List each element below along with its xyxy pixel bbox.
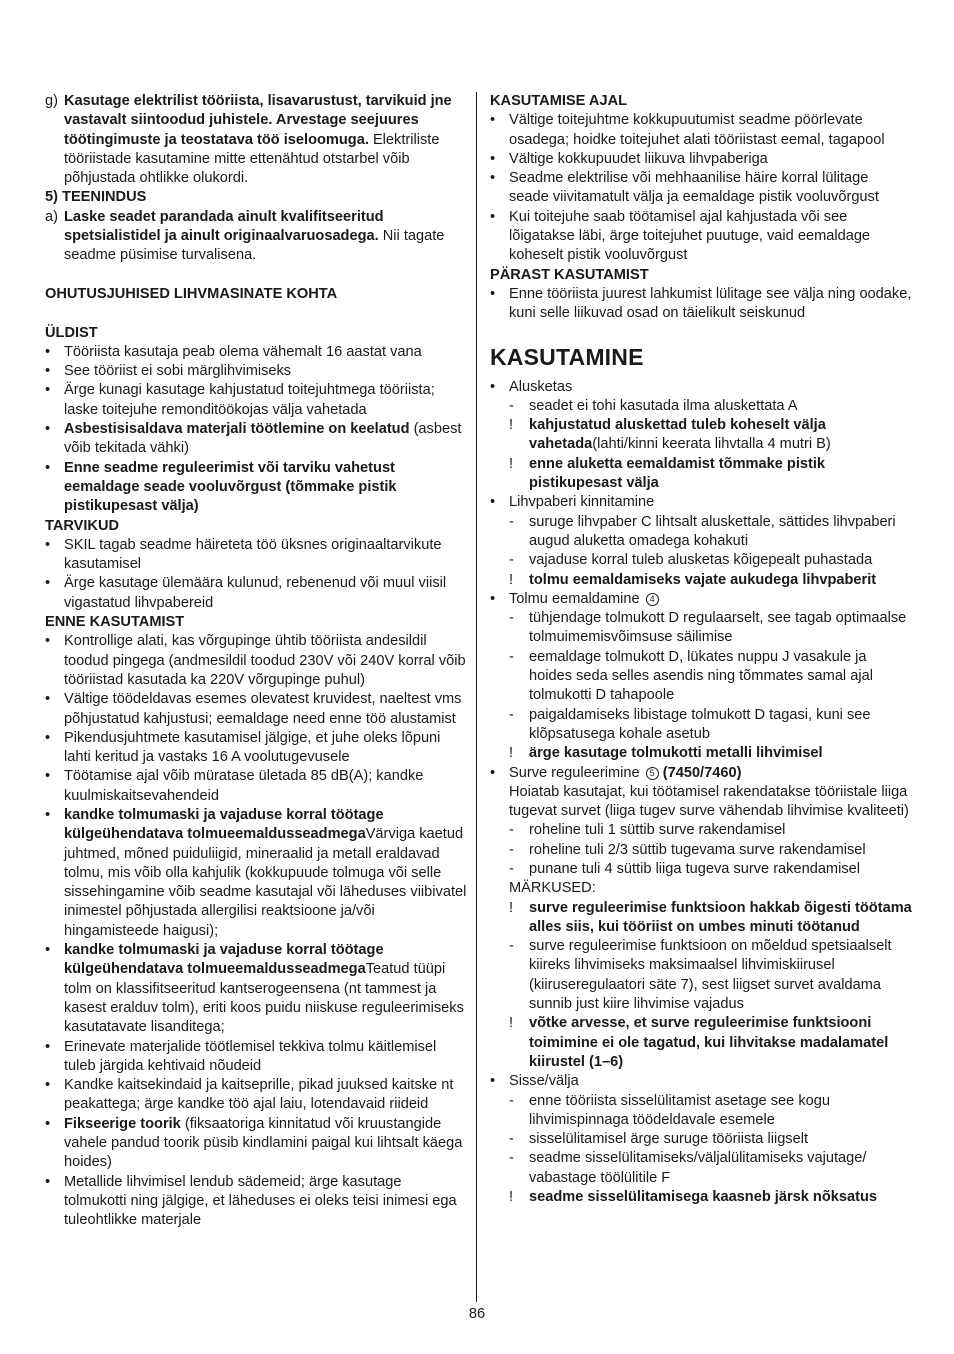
list-item [490, 150, 912, 169]
list-item [45, 381, 467, 420]
item-marker: g) [45, 93, 58, 109]
list-item-plain: (asbest võib tekitada vähki) [64, 421, 462, 457]
sub-item [509, 551, 912, 570]
list-item-text [64, 690, 467, 729]
item-tolmu: Tolmu eemaldamine [509, 590, 640, 607]
sub-item-bold: surve reguleerimise funktsioon hakkab õigesti töötama alles siis, kui tööriist on umbes minuti töötanud [529, 899, 912, 935]
sub-item-text [529, 1149, 912, 1188]
sub-item [509, 706, 912, 745]
sub-item-text [529, 860, 912, 879]
page-title: KASUTAMINE [490, 343, 644, 370]
list-item [490, 764, 912, 822]
list-item [45, 574, 467, 613]
sub-item-text [529, 841, 912, 860]
warning-item [509, 455, 912, 494]
bullet: • [490, 590, 496, 607]
list-item-plain: See tööriist ei sobi märglihvimiseks [64, 363, 292, 380]
list-item-plain: Töötamise ajal võib müratase ületada 85 dB(A); kandke kuulmiskaitsevahendeid [64, 768, 424, 804]
bullet: • [45, 536, 51, 553]
sub-item [509, 648, 912, 706]
list-item-text [64, 420, 467, 459]
list-item-plain: Metallide lihvimisel lendub sädemeid; ärge kasutage tolmukotti ning jälgige, et läheduses ei oleks teisi inimesi ega tuleohtlikke materjale [64, 1173, 457, 1229]
list-item [45, 343, 467, 362]
sub-item-text [529, 744, 912, 763]
sub-item [509, 397, 912, 416]
list-item-text [64, 729, 467, 768]
list-item-text [64, 1173, 467, 1231]
sub-item-plain: punane tuli 4 süttib liiga tugeva surve rakendamisel [529, 860, 860, 877]
bullet: • [45, 1173, 51, 1190]
bullet: • [45, 382, 51, 399]
bullet: • [490, 764, 496, 781]
warning-item [509, 571, 912, 590]
lihvpaber-sublist [490, 513, 912, 590]
warning-item [509, 416, 912, 455]
sub-item [509, 821, 912, 840]
bullet: • [45, 421, 51, 438]
list-item-text [64, 362, 467, 381]
tolmu-sublist [490, 609, 912, 763]
bullet: • [45, 1115, 51, 1132]
bullet: • [490, 285, 496, 302]
surve-description: Hoiatab kasutajat, kui töötamisel rakendatakse tööriistale liiga tugevat survet (liiga tugev surve vähendab lihvimise kvaliteeti) [509, 783, 909, 820]
dash-marker: - [509, 860, 514, 877]
item-g [45, 92, 467, 188]
sub-item-text [529, 551, 912, 570]
sub-item-text [529, 648, 912, 706]
sub-item-text [529, 899, 912, 938]
dash-marker: - [509, 513, 514, 530]
list-item-plain: (fiksaatoriga kinnitatud või kruustangide vahele pandud toorik püsib kindlamini paigal kui lihtsalt käega hoides) [64, 1115, 463, 1171]
markused-sublist [490, 899, 912, 1073]
bullet: • [45, 729, 51, 746]
figure-number-icon: 5 [646, 767, 659, 780]
list-item [45, 1115, 467, 1173]
markused-label: MÄRKUSED: [509, 880, 596, 897]
warning-marker: ! [509, 899, 514, 916]
bullet: • [45, 363, 51, 380]
list-item [490, 111, 912, 150]
sub-item-text [529, 513, 912, 552]
sub-item [509, 513, 912, 552]
sub-item-text [529, 609, 912, 648]
section-heading-uldist: ÜLDIST [45, 324, 98, 341]
list-item [45, 941, 467, 1037]
right-column [490, 92, 912, 1207]
list-item-text: Enne tööriista juurest lahkumist lülitage see välja ning oodake, kuni selle liikuvad osad on täielikult seiskunud [509, 285, 912, 322]
list-item-plain: Pikendusjuhtmete kasutamisel jälgige, et juhe oleks lõpuni lahti keritud ja vastaks 16 A voolutugevusele [64, 729, 441, 766]
sub-item-plain: roheline tuli 2/3 süttib tugevama surve rakendamisel [529, 841, 866, 858]
dash-marker: - [509, 1150, 514, 1167]
section-heading-parast: PÄRAST KASUTAMIST [490, 266, 649, 283]
sub-item [509, 1149, 912, 1188]
sub-item-text [529, 706, 912, 745]
warning-item [509, 899, 912, 938]
tarvikud-list [45, 536, 467, 613]
dash-marker: - [509, 841, 514, 858]
sub-item-plain: seadet ei tohi kasutada ilma aluskettata A [529, 397, 798, 414]
list-item [45, 536, 467, 575]
list-item-text [64, 1115, 467, 1173]
list-item [490, 378, 912, 397]
warning-marker: ! [509, 417, 514, 434]
list-item [45, 362, 467, 381]
bullet: • [490, 494, 496, 511]
section-heading-teenindus: 5) TEENINDUS [45, 189, 147, 206]
sub-item-plain: tühjendage tolmukott D regulaarselt, see tagab optimaalse tolmuimemisvõimsuse säilimise [529, 610, 907, 646]
list-item-text: Seadme elektrilise või mehhaanilise häire korral lülitage seade viivitamatult välja ja eemaldage pistik vooluvõrgust [509, 170, 879, 206]
bullet: • [490, 170, 496, 187]
sub-item-bold: kahjustatud aluskettad tuleb koheselt välja vahetada [529, 417, 826, 453]
sub-item-plain: (lahti/kinni keerata lihvtalla 4 mutri B) [592, 436, 831, 453]
list-item [45, 1076, 467, 1115]
list-item [45, 1038, 467, 1077]
list-item-text [64, 767, 467, 806]
item-marker: a) [45, 208, 58, 225]
sub-item-bold: võtke arvesse, et surve reguleerimise funktsiooni toimimine ei ole tagatud, kui lihvitakse madalamatel kiirustel (1–6) [529, 1015, 889, 1070]
section-heading-ohutus: OHUTUSJUHISED LIHVMASINATE KOHTA [45, 285, 338, 302]
bullet: • [490, 150, 496, 167]
list-item-text [64, 1076, 467, 1115]
item-surve: Surve reguleerimine [509, 764, 640, 781]
list-item [490, 590, 912, 609]
list-item-text: Kui toitejuhe saab töötamisel ajal kahjustada või see lõigatakse läbi, ärge toitejuhet puutuge, vaid eemaldage koheselt pistik vooluvõrgust [509, 208, 871, 264]
dash-marker: - [509, 648, 514, 665]
list-item-bold: Enne seadme reguleerimist või tarviku vahetust eemaldage seade vooluvõrgust (tõmmake pistik pistikupesast välja) [64, 459, 397, 515]
sisse-sublist [490, 1092, 912, 1208]
enne-list [45, 632, 467, 1230]
dash-marker: - [509, 822, 514, 839]
list-item-text [64, 459, 467, 517]
list-item [45, 420, 467, 459]
uldist-list [45, 343, 467, 517]
bullet: • [45, 806, 51, 823]
dash-marker: - [509, 610, 514, 627]
sub-item-text [529, 1014, 912, 1072]
sub-item-plain: sisselülitamisel ärge suruge tööriista liigselt [529, 1131, 809, 1148]
sub-item-plain: seadme sisselülitamiseks/väljalülitamiseks vajutage/ vabastage töölülitile F [529, 1150, 867, 1186]
sub-item-plain: roheline tuli 1 süttib surve rakendamisel [529, 822, 786, 839]
list-item-plain: Kandke kaitsekindaid ja kaitseprille, pikad juuksed kaitske nt peakattega; ärge kandke töö ajal laiu, lotendavaid riideid [64, 1077, 454, 1113]
list-item [490, 208, 912, 266]
bullet: • [45, 343, 51, 360]
list-item-text [64, 806, 467, 941]
sub-item-text [529, 571, 912, 590]
page-number: 86 [468, 1306, 486, 1322]
sub-item-bold: tolmu eemaldamiseks vajate aukudega lihvpaberit [529, 571, 877, 588]
bullet: • [490, 1073, 496, 1090]
list-item-plain: Kontrollige alati, kas võrgupinge ühtib tööriista andesildil toodud pingega (andmesildil toodud 230V või 240V korral võib tööriistad kasutada ka 220V võrgupinge puhul) [64, 633, 466, 688]
list-item [45, 767, 467, 806]
list-item-text [64, 381, 467, 420]
item-lihvpaber: Lihvpaberi kinnitamine [509, 494, 655, 511]
warning-marker: ! [509, 1015, 514, 1032]
warning-marker: ! [509, 745, 514, 762]
list-item-plain: Ärge kunagi kasutage kahjustatud toitejuhtmega tööriista; laske toitejuhe remonditöökojas välja vahetada [64, 382, 435, 418]
bullet: • [45, 459, 51, 476]
bullet: • [490, 112, 496, 129]
list-item-text [64, 343, 467, 362]
section-heading-ajal: KASUTAMISE AJAL [490, 93, 628, 109]
list-item-plain: Erinevate materjalide töötlemisel tekkiva tolmu käitlemisel tuleb järgida kehtivaid nõudeid [64, 1038, 437, 1074]
sub-item-plain: surve reguleerimise funktsioon on mõeldud spetsiaalselt kiireks lihvimiseks maksimaalsel lihvimiskiirusel (kiiruseregulaatori säte 7), sest liigset survet avaldama sunnib just kiire lihvimise vajadus [529, 938, 892, 1013]
surve-sublist [490, 821, 912, 879]
list-item [45, 806, 467, 941]
figure-number-icon: 4 [646, 593, 659, 606]
column-divider [476, 92, 477, 1302]
sub-item [509, 841, 912, 860]
list-item-plain: Tööriista kasutaja peab olema vähemalt 16 aastat vana [64, 343, 422, 360]
sub-item [509, 860, 912, 879]
list-item [45, 690, 467, 729]
dash-marker: - [509, 706, 514, 723]
left-column [45, 92, 467, 1231]
surve-models: (7450/7460) [662, 764, 742, 781]
sub-item-text [529, 397, 912, 416]
sub-item [509, 609, 912, 648]
warning-marker: ! [509, 571, 514, 588]
bullet: • [45, 633, 51, 650]
list-item [490, 493, 912, 512]
dash-marker: - [509, 1092, 514, 1109]
bullet: • [45, 768, 51, 785]
list-item [45, 632, 467, 690]
bullet: • [45, 1077, 51, 1094]
sub-item-bold: enne aluketta eemaldamist tõmmake pistik pistikupesast välja [529, 455, 826, 492]
warning-marker: ! [509, 1189, 514, 1206]
sub-item [509, 937, 912, 1014]
list-item-plain: Värviga kaetud juhtmed, mõned puiduliigid, mineraalid ja metall eraldavad tolmu, mis võib olla kahjulik (kokkupuude tolmuga või selle sissehingamine võib seadme kasutajal või läheduses viibivatel inimestel põhjustada allergilisi reaktsioone ja/või hingamisteede haigusi); [64, 826, 467, 939]
list-item-text [64, 1038, 467, 1077]
bullet: • [490, 208, 496, 225]
item-a-bold: Laske seadet parandada ainult kvalifitseeritud spetsialistidel ja ainult originaalvaruosadega. [64, 208, 384, 245]
list-item-text: SKIL tagab seadme häireteta töö üksnes originaaltarvikute kasutamisel [64, 536, 442, 573]
warning-marker: ! [509, 455, 514, 472]
bullet: • [45, 942, 51, 959]
list-item-bold: Fikseerige toorik [64, 1115, 181, 1132]
list-item [45, 459, 467, 517]
sub-item-bold: seadme sisselülitamisega kaasneb järsk nõksatus [529, 1189, 878, 1206]
bullet: • [45, 575, 51, 592]
item-g-text: Elektriliste tööriistade kasutamine mitte ettenähtud otstarbel võib põhjustada ohtlikke olukordi. [64, 131, 440, 187]
sub-item [509, 1130, 912, 1149]
list-item-bold: Asbestisisaldava materjali töötlemine on keelatud [64, 421, 410, 438]
sub-item [509, 1092, 912, 1131]
warning-item [509, 1014, 912, 1072]
bullet: • [490, 378, 496, 395]
bullet: • [45, 691, 51, 708]
list-item [45, 1173, 467, 1231]
ajal-list [490, 111, 912, 265]
sub-item-bold: ärge kasutage tolmukotti metalli lihvimisel [529, 745, 823, 762]
list-item-text [64, 941, 467, 1037]
sub-item-text [529, 1188, 912, 1207]
sub-item-text [529, 416, 912, 455]
section-heading-enne: ENNE KASUTAMIST [45, 614, 185, 631]
list-item [490, 1072, 912, 1091]
list-item [490, 285, 912, 324]
list-item-text: Vältige toitejuhtme kokkupuutumist seadme pöörlevate osadega; hoidke toitejuhet alati tööriistast eemal, tagapool [509, 112, 885, 148]
item-a [45, 208, 467, 266]
sub-item-text [529, 1092, 912, 1131]
item-a-text: Nii tagate seadme püsimise turvalisena. [64, 228, 445, 264]
bullet: • [45, 1038, 51, 1055]
list-item-bold: kandke tolmumaski ja vajaduse korral töötage külgeühendatava tolmueemaldusseadmega [64, 806, 384, 843]
item-aluskettas: Alusketas [509, 378, 573, 395]
list-item-text: Ärge kasutage ülemäära kulunud, rebenenud või muul viisil vigastatud lihvpabereid [64, 575, 447, 611]
warning-item [509, 744, 912, 763]
list-item-bold: kandke tolmumaski ja vajaduse korral töötage külgeühendatava tolmueemaldusseadmega [64, 942, 384, 978]
list-item [490, 169, 912, 208]
item-sisse: Sisse/välja [509, 1073, 579, 1090]
sub-item-plain: paigaldamiseks libistage tolmukott D tagasi, kuni see klõpsatusega kohale asetub [529, 706, 871, 742]
sub-item-plain: suruge lihvpaber C lihtsalt aluskettale, sättides lihvpaberi augud aluketta omadega kohakuti [529, 513, 896, 549]
list-item-plain: Vältige töödeldavas esemes olevatest kruvidest, naeltest vms põhjustatud kahjustusi; eemaldage need enne töö alustamist [64, 691, 462, 727]
sub-item-text [529, 821, 912, 840]
list-item [45, 729, 467, 768]
sub-item-plain: vajaduse korral tuleb alusketas kõigepealt puhastada [529, 552, 873, 569]
item-g-bold: Kasutage elektrilist tööriista, lisavarustust, tarvikuid jne vastavalt siintoodud juhistele. Arvestage seejuures töötingimuste ja teostatava töö iseloomuga. [64, 93, 452, 148]
list-item-text [64, 632, 467, 690]
warning-item [509, 1188, 912, 1207]
sub-item-text [529, 455, 912, 494]
sub-item-text [529, 1130, 912, 1149]
dash-marker: - [509, 552, 514, 569]
section-heading-tarvikud: TARVIKUD [45, 517, 120, 534]
dash-marker: - [509, 938, 514, 955]
list-item-text: Vältige kokkupuudet liikuva lihvpaberiga [509, 150, 768, 167]
list-item-plain: Teatud tüüpi tolm on klassifitseeritud kantserogeensena (nt tammest ja kasest eralduv tolm), eriti koos puidu niiskuse reguleerimiseks kasutatavate lisanditega; [64, 961, 464, 1036]
dash-marker: - [509, 1131, 514, 1148]
sub-item-text [529, 937, 912, 1014]
aluskettas-sublist [490, 397, 912, 493]
parast-list [490, 285, 912, 324]
sub-item-plain: enne tööriista sisselülitamist asetage see kogu lihvimispinnaga töödeldavale esemele [529, 1092, 830, 1128]
dash-marker: - [509, 397, 514, 414]
sub-item-plain: eemaldage tolmukott D, lükates nuppu J vasakule ja hoides seda selles asendis ning tõmmates samal ajal tolmukotti D tahapoole [529, 648, 873, 704]
